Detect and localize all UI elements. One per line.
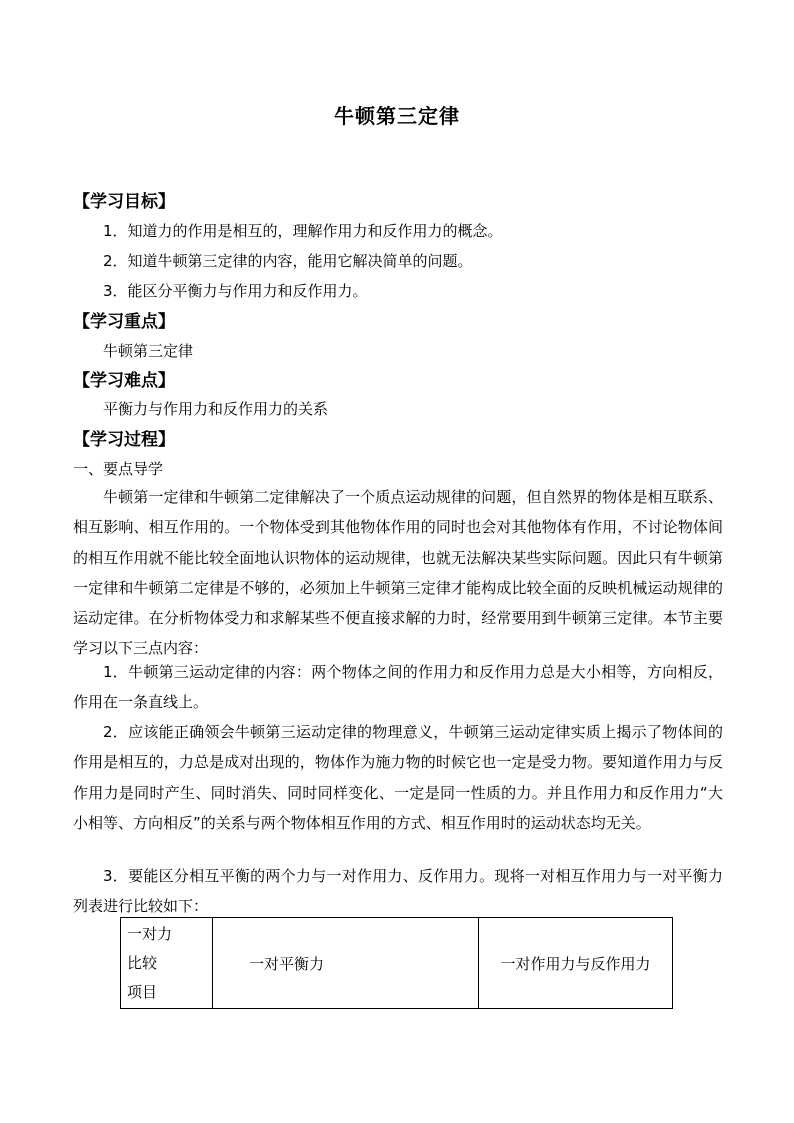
page-title: 牛顿第三定律 [334,104,460,128]
goal-item-2: 2．知道牛顿第三定律的内容，能用它解决简单的问题。 [103,252,473,270]
process-subheading: 一、要点导学 [73,460,164,478]
header-item-line-2: 比较 [127,953,158,972]
difficulties-heading: 【学习难点】 [73,371,175,391]
table-header-item [121,918,213,1009]
point-3-paragraph: 3．要能区分相互平衡的两个力与一对作用力、反作用力。现将一对相互作用力与一对平衡力列表进行比较如下： [73,867,723,916]
table-header-action: 一对作用力与反作用力 [479,918,673,1009]
comparison-table [120,917,673,1009]
point-1-paragraph: 1．牛顿第三运动定律的内容：两个物体之间的作用力和反作用力总是大小相等，方向相反，作用在一条直线上。 [73,663,723,712]
point-2-paragraph: 2．应该能正确领会牛顿第三运动定律的物理意义，牛顿第三运动定律实质上揭示了物体间的作用是相互的，力总是成对出现的，物体作为施力物的时候它也一定是受力物。要知道作用力与反作用力是同时产生、同时消失、同时同样变化、一定是同一性质的力。并且作用力和反作用力“大小相等、方向相反”的关系与两个物体相互作用的方式、相互作用时的运动状态均无关。 [73,723,723,832]
header-item-line-1: 一对力 [127,924,173,943]
goals-heading: 【学习目标】 [73,192,175,212]
process-heading: 【学习过程】 [73,430,175,450]
table-row [121,918,673,1009]
goal-item-3: 3．能区分平衡力与作用力和反作用力。 [103,282,368,300]
goal-item-1: 1．知道力的作用是相互的，理解作用力和反作用力的概念。 [103,222,503,240]
key-points-heading: 【学习重点】 [73,312,175,332]
key-points-text: 牛顿第三定律 [103,342,194,360]
difficulties-text: 平衡力与作用力和反作用力的关系 [103,400,329,418]
table-header-balance: 一对平衡力 [213,918,479,1009]
intro-paragraph: 牛顿第一定律和牛顿第二定律解决了一个质点运动规律的问题，但自然界的物体是相互联系、相互影响、相互作用的。一个物体受到其他物体作用的同时也会对其他物体有作用，不讨论物体间的相互作用就不能比较全面地认识物体的运动规律，也就无法解决某些实际问题。因此只有牛顿第一定律和牛顿第二定律是不够的，必须加上牛顿第三定律才能构成比较全面的反映机械运动规律的运动定律。在分析物体受力和求解某些不便直接求解的力时，经常要用到牛顿第三定律。本节主要学习以下三点内容： [73,488,723,658]
header-item-line-3: 项目 [127,982,158,1001]
